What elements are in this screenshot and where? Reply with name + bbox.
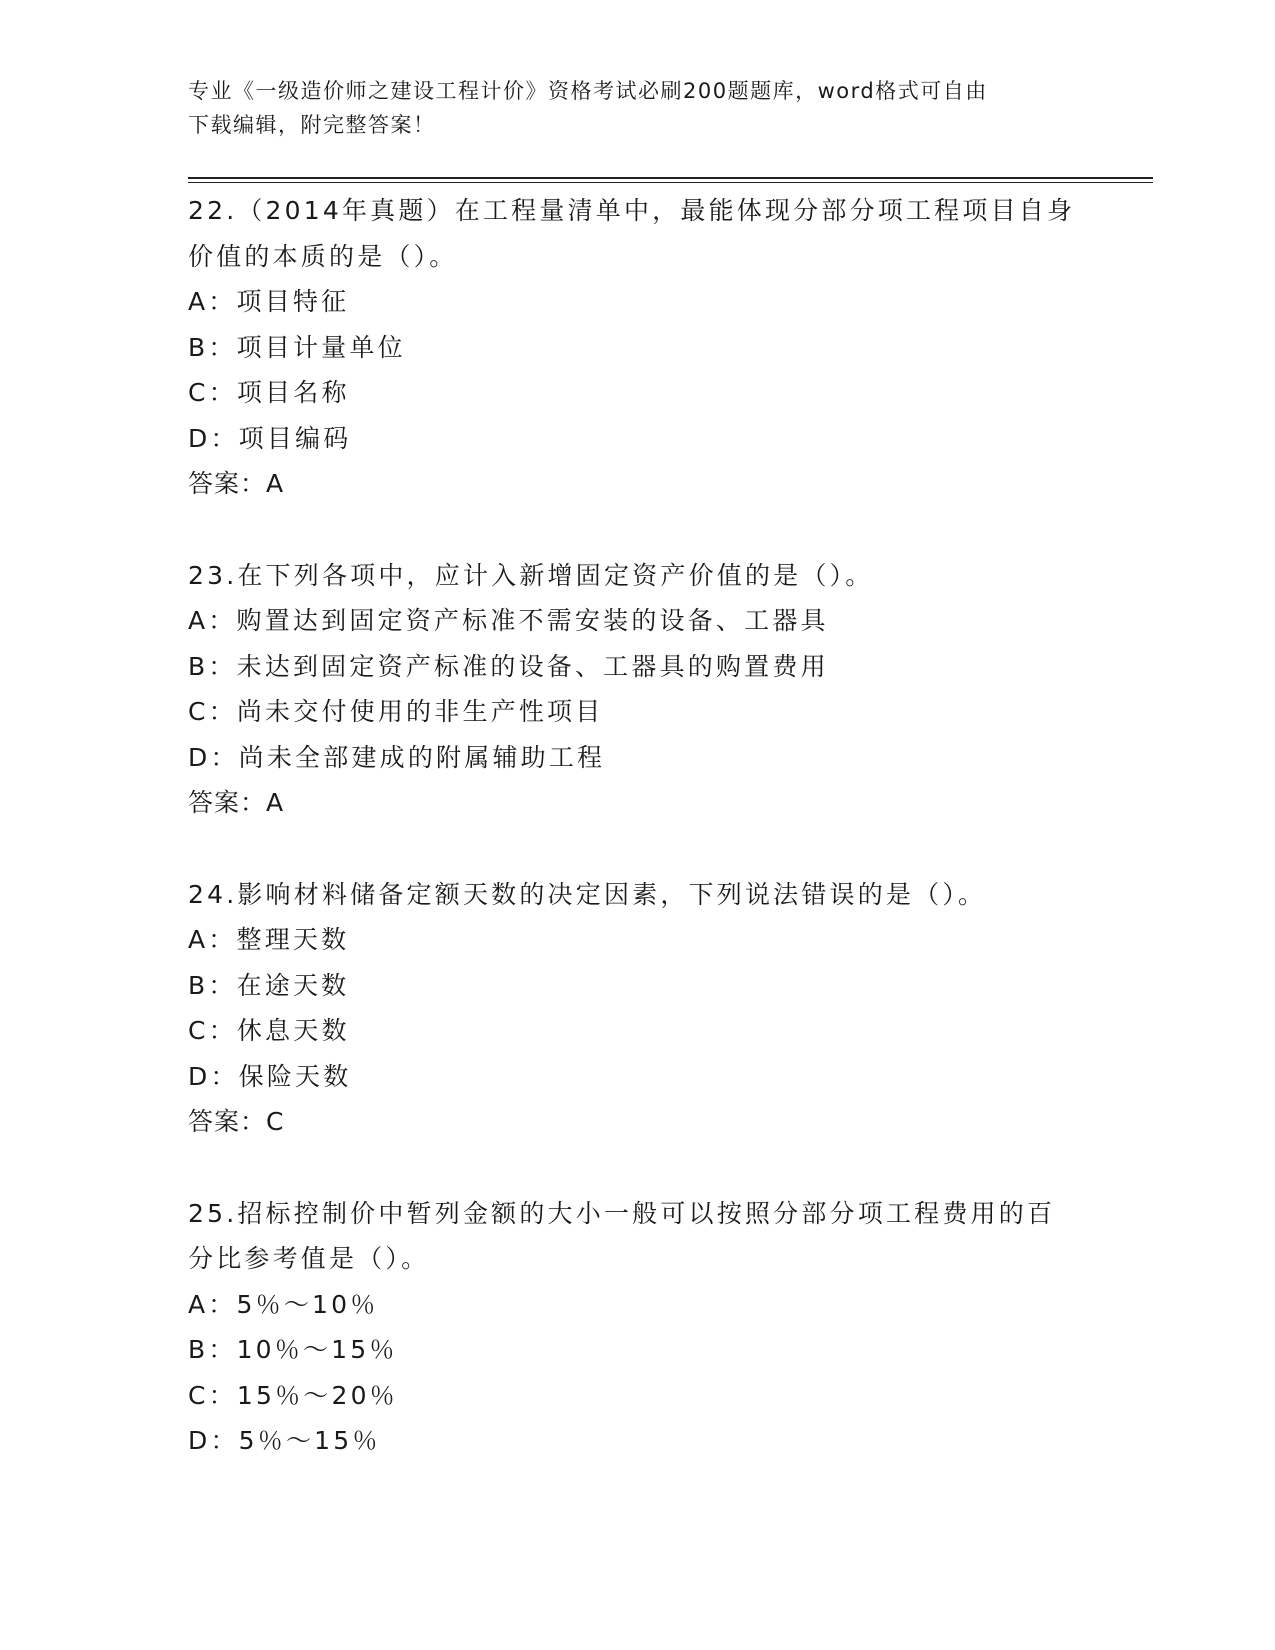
option-c xyxy=(188,1373,1088,1419)
question-list xyxy=(188,188,1088,1510)
option-b xyxy=(188,325,1088,371)
option-text: 15％～20％ xyxy=(236,1380,398,1410)
question-stem: 24.影响材料储备定额天数的决定因素，下列说法错误的是（）。 xyxy=(188,879,987,909)
option-text: 项目计量单位 xyxy=(236,332,406,362)
question-stem: 25.招标控制价中暂列金额的大小一般可以按照分部分项工程费用的百分比参考值是（）。 xyxy=(188,1198,1056,1273)
answer-line: 答案：C xyxy=(188,1107,285,1136)
option-label: C： xyxy=(188,378,237,407)
option-text: 休息天数 xyxy=(236,1016,350,1045)
option-label: A： xyxy=(188,1289,237,1319)
option-text: 整理天数 xyxy=(236,925,350,954)
question-25 xyxy=(188,1191,1088,1464)
option-label: C： xyxy=(188,1016,237,1045)
question-22 xyxy=(188,188,1088,507)
option-label: B： xyxy=(188,970,237,1000)
option-text: 未达到固定资产标准的设备、工器具的购置费用 xyxy=(236,651,829,681)
option-c xyxy=(188,1008,1088,1054)
option-label: C： xyxy=(188,697,237,726)
option-label: B： xyxy=(188,332,237,362)
option-label: D： xyxy=(188,1426,239,1455)
option-label: D： xyxy=(188,423,239,453)
answer-line: 答案：A xyxy=(188,788,285,817)
option-label: A： xyxy=(188,287,237,316)
option-label: A： xyxy=(188,925,237,954)
option-a xyxy=(188,1282,1088,1328)
option-text: 项目特征 xyxy=(236,287,350,316)
option-c xyxy=(188,370,1088,416)
option-label: D： xyxy=(188,742,239,772)
option-text: 尚未全部建成的附属辅助工程 xyxy=(238,742,606,772)
option-a xyxy=(188,279,1088,325)
option-text: 项目名称 xyxy=(236,378,350,407)
option-d xyxy=(188,416,1088,462)
option-text: 项目编码 xyxy=(238,423,352,453)
answer-line: 答案：A xyxy=(188,469,285,498)
option-b xyxy=(188,644,1088,690)
option-d xyxy=(188,735,1088,781)
question-24 xyxy=(188,872,1088,1145)
option-b xyxy=(188,963,1088,1009)
question-23 xyxy=(188,553,1088,826)
option-label: D： xyxy=(188,1061,239,1091)
question-stem: 22.（2014年真题）在工程量清单中，最能体现分部分项工程项目自身价值的本质的是（）。 xyxy=(188,196,1076,271)
question-stem: 23.在下列各项中，应计入新增固定资产价值的是（）。 xyxy=(188,560,874,590)
option-b xyxy=(188,1327,1088,1373)
option-label: B： xyxy=(188,651,237,681)
header-divider-thick xyxy=(188,177,1153,179)
option-text: 保险天数 xyxy=(238,1061,352,1091)
option-text: 5％～15％ xyxy=(238,1426,381,1455)
option-c xyxy=(188,689,1088,735)
option-label: A： xyxy=(188,606,237,635)
option-label: B： xyxy=(188,1335,237,1364)
document-header: 专业《一级造价师之建设工程计价》资格考试必刷200题题库，word格式可自由 下载编辑，附完整答案！ xyxy=(188,79,988,137)
option-text: 尚未交付使用的非生产性项目 xyxy=(236,697,604,726)
option-text: 10％～15％ xyxy=(236,1335,398,1364)
header-divider-thin xyxy=(188,182,1153,183)
option-d xyxy=(188,1418,1088,1464)
option-text: 5％～10％ xyxy=(236,1289,379,1319)
option-text: 购置达到固定资产标准不需安装的设备、工器具 xyxy=(236,606,829,635)
option-a xyxy=(188,917,1088,963)
option-a xyxy=(188,598,1088,644)
option-d xyxy=(188,1054,1088,1100)
option-text: 在途天数 xyxy=(236,970,350,1000)
option-label: C： xyxy=(188,1380,237,1410)
